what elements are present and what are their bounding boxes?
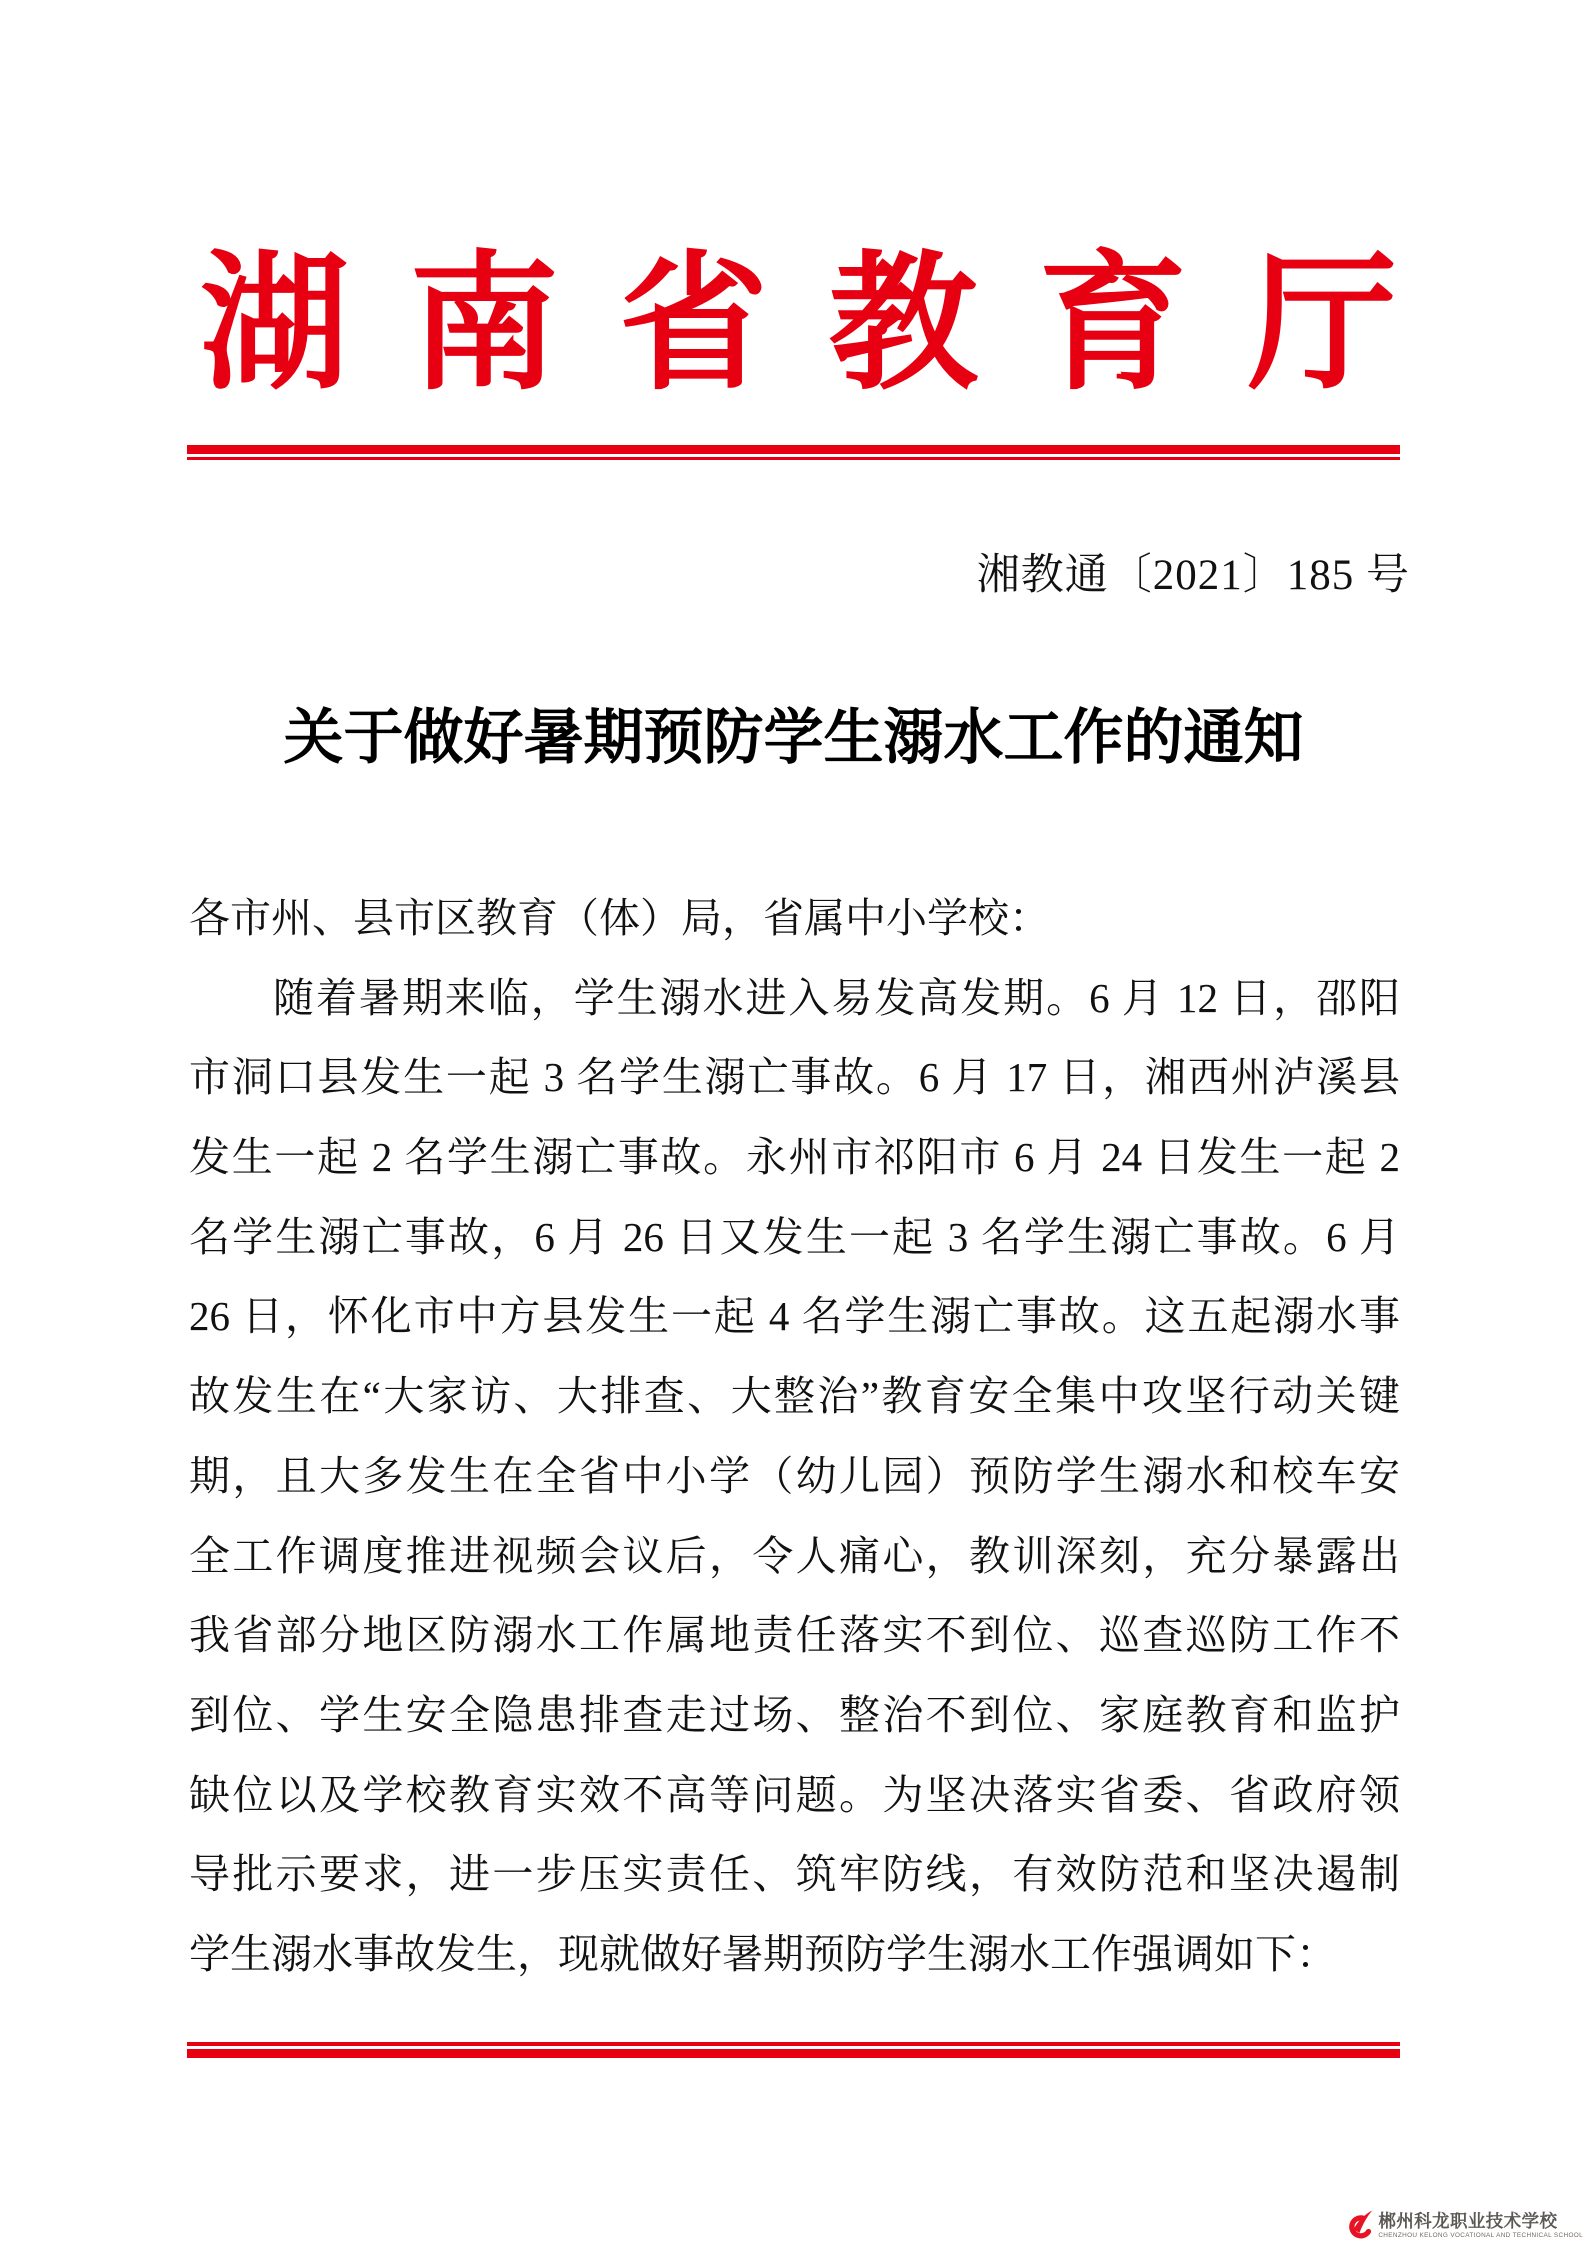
body-line: 随着暑期来临，学生溺水进入易发高发期。6 月 12 日，邵阳 [273,974,1400,1021]
body-line: 市洞口县发生一起 3 名学生溺亡事故。6 月 17 日，湘西州泸溪县 [189,1054,1400,1101]
footer-rule [187,2042,1400,2058]
body-line: 名学生溺亡事故，6 月 26 日又发生一起 3 名学生溺亡事故。6 月 [189,1213,1400,1260]
body-line: 故发生在“大家访、大排查、大整治”教育安全集中攻坚行动关键 [189,1373,1400,1420]
school-logo [1343,2209,1583,2242]
school-swoosh-icon [1343,2209,1373,2242]
notice-title: 关于做好暑期预防学生溺水工作的通知 [283,705,1304,771]
letterhead-org-name: 湖南省教育厅 [200,243,1397,408]
body-line-last: 学生溺水事故发生，现就做好暑期预防学生溺水工作强调如下： [189,1930,1337,1977]
school-name-en: CHENZHOU KELONG VOCATIONAL AND TECHNICAL SCHOOL [1378,2232,1583,2239]
school-name-cn: 郴州科龙职业技术学校 [1378,2211,1558,2231]
body-text [189,879,1400,1995]
body-line: 我省部分地区防溺水工作属地责任落实不到位、巡查巡防工作不 [189,1612,1400,1659]
body-line-salutation: 各市州、县市区教育（体）局，省属中小学校： [189,895,1050,941]
body-line: 到位、学生安全隐患排查走过场、整治不到位、家庭教育和监护 [189,1691,1400,1738]
body-line: 全工作调度推进视频会议后，令人痛心，教训深刻，充分暴露出 [189,1532,1400,1579]
rule-thick-bar [187,2049,1400,2058]
body-line: 导批示要求，进一步压实责任、筑牢防线，有效防范和坚决遏制 [189,1851,1400,1898]
doc-number: 湘教通〔2021〕185 号 [976,552,1410,599]
rule-thin-bar [187,457,1400,460]
school-logo-text [1378,2211,1583,2240]
body-line: 缺位以及学校教育实效不高等问题。为坚决落实省委、省政府领 [189,1771,1400,1818]
body-line: 26 日，怀化市中方县发生一起 4 名学生溺亡事故。这五起溺水事 [189,1293,1400,1340]
rule-thick-bar [187,445,1400,454]
body-line: 发生一起 2 名学生溺亡事故。永州市祁阳市 6 月 24 日发生一起 2 [189,1134,1400,1181]
body-line: 期，且大多发生在全省中小学（幼儿园）预防学生溺水和校车安 [189,1452,1400,1499]
letterhead-rule [187,445,1400,460]
